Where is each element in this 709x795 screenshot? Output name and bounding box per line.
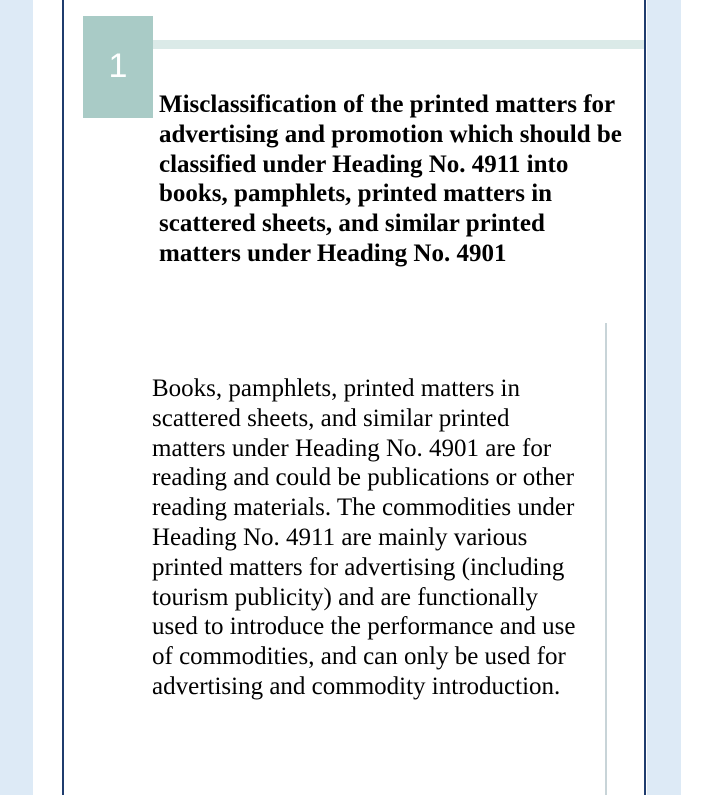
section-header-bar (152, 40, 644, 49)
right-page-edge (681, 0, 709, 795)
right-frame-line (644, 0, 646, 795)
body-divider-line (605, 323, 607, 795)
left-frame-line (62, 0, 64, 795)
right-margin-band (647, 0, 681, 795)
section-number: 1 (108, 47, 128, 85)
section-body-text: Books, pamphlets, printed matters in scattered sheets, and similar printed matters under Heading No. 4901 are for reading and could be publications or other reading materials. The commodities under Heading No. 4911 are mainly various printed matters for advertising (including tourism publicity) and are functionally used to introduce the performance and use of commodities, and can only be used for advertising and commodity introduction. (152, 375, 576, 700)
section-heading: Misclassification of the printed matters for advertising and promotion which should be classified under Heading No. 4911 into books, pamphlets, printed matters in scattered sheets, and similar printed matters under Heading No. 4901 (159, 91, 622, 267)
left-margin-band (0, 0, 33, 795)
